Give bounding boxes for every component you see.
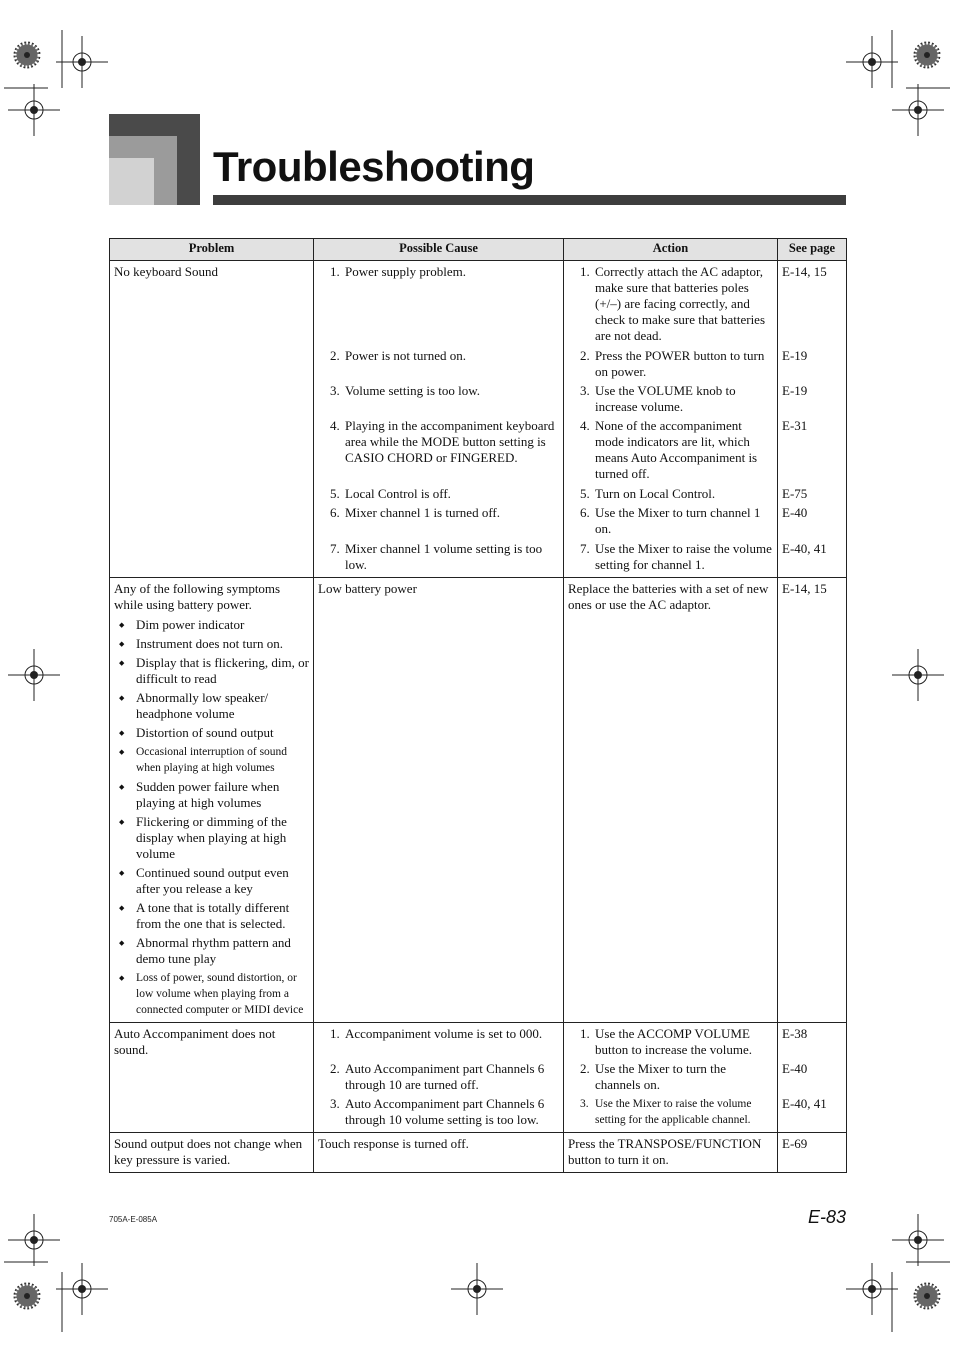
symptom-item: ◆ Distortion of sound output [114, 725, 309, 741]
cause-text: Touch response is turned off. [318, 1136, 469, 1151]
action-item: 2. Use the Mixer to turn the channels on. [580, 1061, 727, 1092]
page-ref: E-19 [782, 348, 808, 363]
action-cell [564, 1023, 778, 1133]
cause-item: 3. Volume setting is too low. [330, 383, 481, 398]
symptom-item: ◆ Abnormally low speaker/ headphone volume [114, 690, 309, 722]
header-action: Action [564, 239, 778, 261]
symptom-item: ◆ Loss of power, sound distortion, or low volume when playing from a connected computer or MIDI device [114, 970, 309, 1018]
problem-text: Sound output does not change when key pressure is varied. [114, 1136, 303, 1167]
symptom-list [114, 617, 309, 1018]
cause-list [318, 264, 559, 573]
problem-cell [110, 1023, 314, 1133]
cause-item: 3. Auto Accompaniment part Channels 6 through 10 volume setting is too low. [330, 1096, 545, 1127]
problem-text: Auto Accompaniment does not sound. [114, 1026, 276, 1057]
action-item: 5. Turn on Local Control. [580, 486, 716, 501]
action-item: 1. Correctly attach the AC adaptor, make sure that batteries poles (+/–) are facing correctly, and check to make sure that batteries are not dead. [580, 264, 766, 343]
action-item: 1. Use the ACCOMP VOLUME button to increase the volume. [580, 1026, 753, 1057]
header-cause: Possible Cause [314, 239, 564, 261]
cause-item: 1. Power supply problem. [330, 264, 466, 279]
action-item: 2. Press the POWER button to turn on power. [580, 348, 765, 379]
cause-cell [314, 1023, 564, 1133]
title-rule [213, 195, 846, 205]
symptom-item: ◆ Continued sound output even after you release a key [114, 865, 309, 897]
problem-cell [110, 261, 314, 578]
page-ref: E-40 [782, 1061, 808, 1076]
cause-item: 7. Mixer channel 1 volume setting is too low. [330, 541, 543, 572]
symptom-item: ◆ Sudden power failure when playing at high volumes [114, 779, 309, 811]
page-title: Troubleshooting [213, 143, 535, 190]
action-item: 6. Use the Mixer to turn channel 1 on. [580, 505, 761, 536]
problem-text: Any of the following symptoms while using battery power. [114, 581, 281, 612]
cause-cell [314, 1133, 564, 1173]
page-ref: E-40, 41 [782, 1096, 827, 1111]
action-text: Replace the batteries with a set of new ones or use the AC adaptor. [568, 581, 769, 612]
problem-text: No keyboard Sound [114, 264, 218, 279]
symptom-item: ◆ A tone that is totally different from the one that is selected. [114, 900, 309, 932]
page-cell [778, 1133, 847, 1173]
cause-list [318, 1026, 559, 1128]
action-item: 3. Use the VOLUME knob to increase volume. [580, 383, 736, 414]
document-code: 705A-E-085A [109, 1215, 158, 1224]
page-ref: E-14, 15 [782, 264, 827, 279]
page-ref: E-19 [782, 383, 808, 398]
cause-item: 2. Power is not turned on. [330, 348, 466, 363]
action-list [568, 264, 773, 573]
table-row-accompaniment [110, 1023, 847, 1133]
problem-cell [110, 578, 314, 1023]
header-page: See page [778, 239, 847, 261]
symptom-item: ◆ Occasional interruption of sound when playing at high volumes [114, 744, 309, 776]
cause-item: 2. Auto Accompaniment part Channels 6 through 10 are turned off. [330, 1061, 545, 1092]
page-ref: E-40, 41 [782, 541, 827, 556]
cause-item: 5. Local Control is off. [330, 486, 451, 501]
page-ref: E-14, 15 [782, 581, 827, 596]
action-item: 7. Use the Mixer to raise the volume setting for channel 1. [580, 541, 772, 572]
action-text: Press the TRANSPOSE/FUNCTION button to turn it on. [568, 1136, 762, 1167]
action-cell [564, 578, 778, 1023]
cause-item: 6. Mixer channel 1 is turned off. [330, 505, 500, 520]
cause-cell [314, 261, 564, 578]
action-list [568, 1026, 773, 1128]
symptom-item: ◆ Dim power indicator [114, 617, 309, 633]
action-item: 3. Use the Mixer to raise the volume setting for the applicable channel. [580, 1098, 752, 1126]
cause-cell [314, 578, 564, 1023]
page-cell [778, 578, 847, 1023]
symptom-item: ◆ Instrument does not turn on. [114, 636, 309, 652]
action-cell [564, 261, 778, 578]
cause-item: 4. Playing in the accompaniment keyboard area while the MODE button setting is CASIO CHORD or FINGERED. [330, 418, 555, 465]
title-decoration-light [109, 158, 154, 205]
page-ref: E-69 [782, 1136, 808, 1151]
table-row-touch [110, 1133, 847, 1173]
page-cell [778, 1023, 847, 1133]
table-row-no-sound [110, 261, 847, 578]
table-header-row [110, 239, 847, 261]
symptom-item: ◆ Display that is flickering, dim, or difficult to read [114, 655, 309, 687]
title-decoration [109, 114, 200, 205]
problem-cell [110, 1133, 314, 1173]
cause-text: Low battery power [318, 581, 417, 596]
troubleshooting-table [109, 238, 847, 1173]
page-ref: E-31 [782, 418, 808, 433]
action-cell [564, 1133, 778, 1173]
cause-item: 1. Accompaniment volume is set to 000. [330, 1026, 543, 1041]
symptom-item: ◆ Abnormal rhythm pattern and demo tune play [114, 935, 309, 967]
action-item: 4. None of the accompaniment mode indicators are lit, which means Auto Accompaniment is turned off. [580, 418, 758, 481]
table-row-battery [110, 578, 847, 1023]
page-ref: E-75 [782, 486, 808, 501]
symptom-item: ◆ Flickering or dimming of the display when playing at high volume [114, 814, 309, 862]
page-cell [778, 261, 847, 578]
header-problem: Problem [110, 239, 314, 261]
page-ref: E-40 [782, 505, 808, 520]
page-ref: E-38 [782, 1026, 808, 1041]
page-number: E-83 [808, 1207, 847, 1227]
